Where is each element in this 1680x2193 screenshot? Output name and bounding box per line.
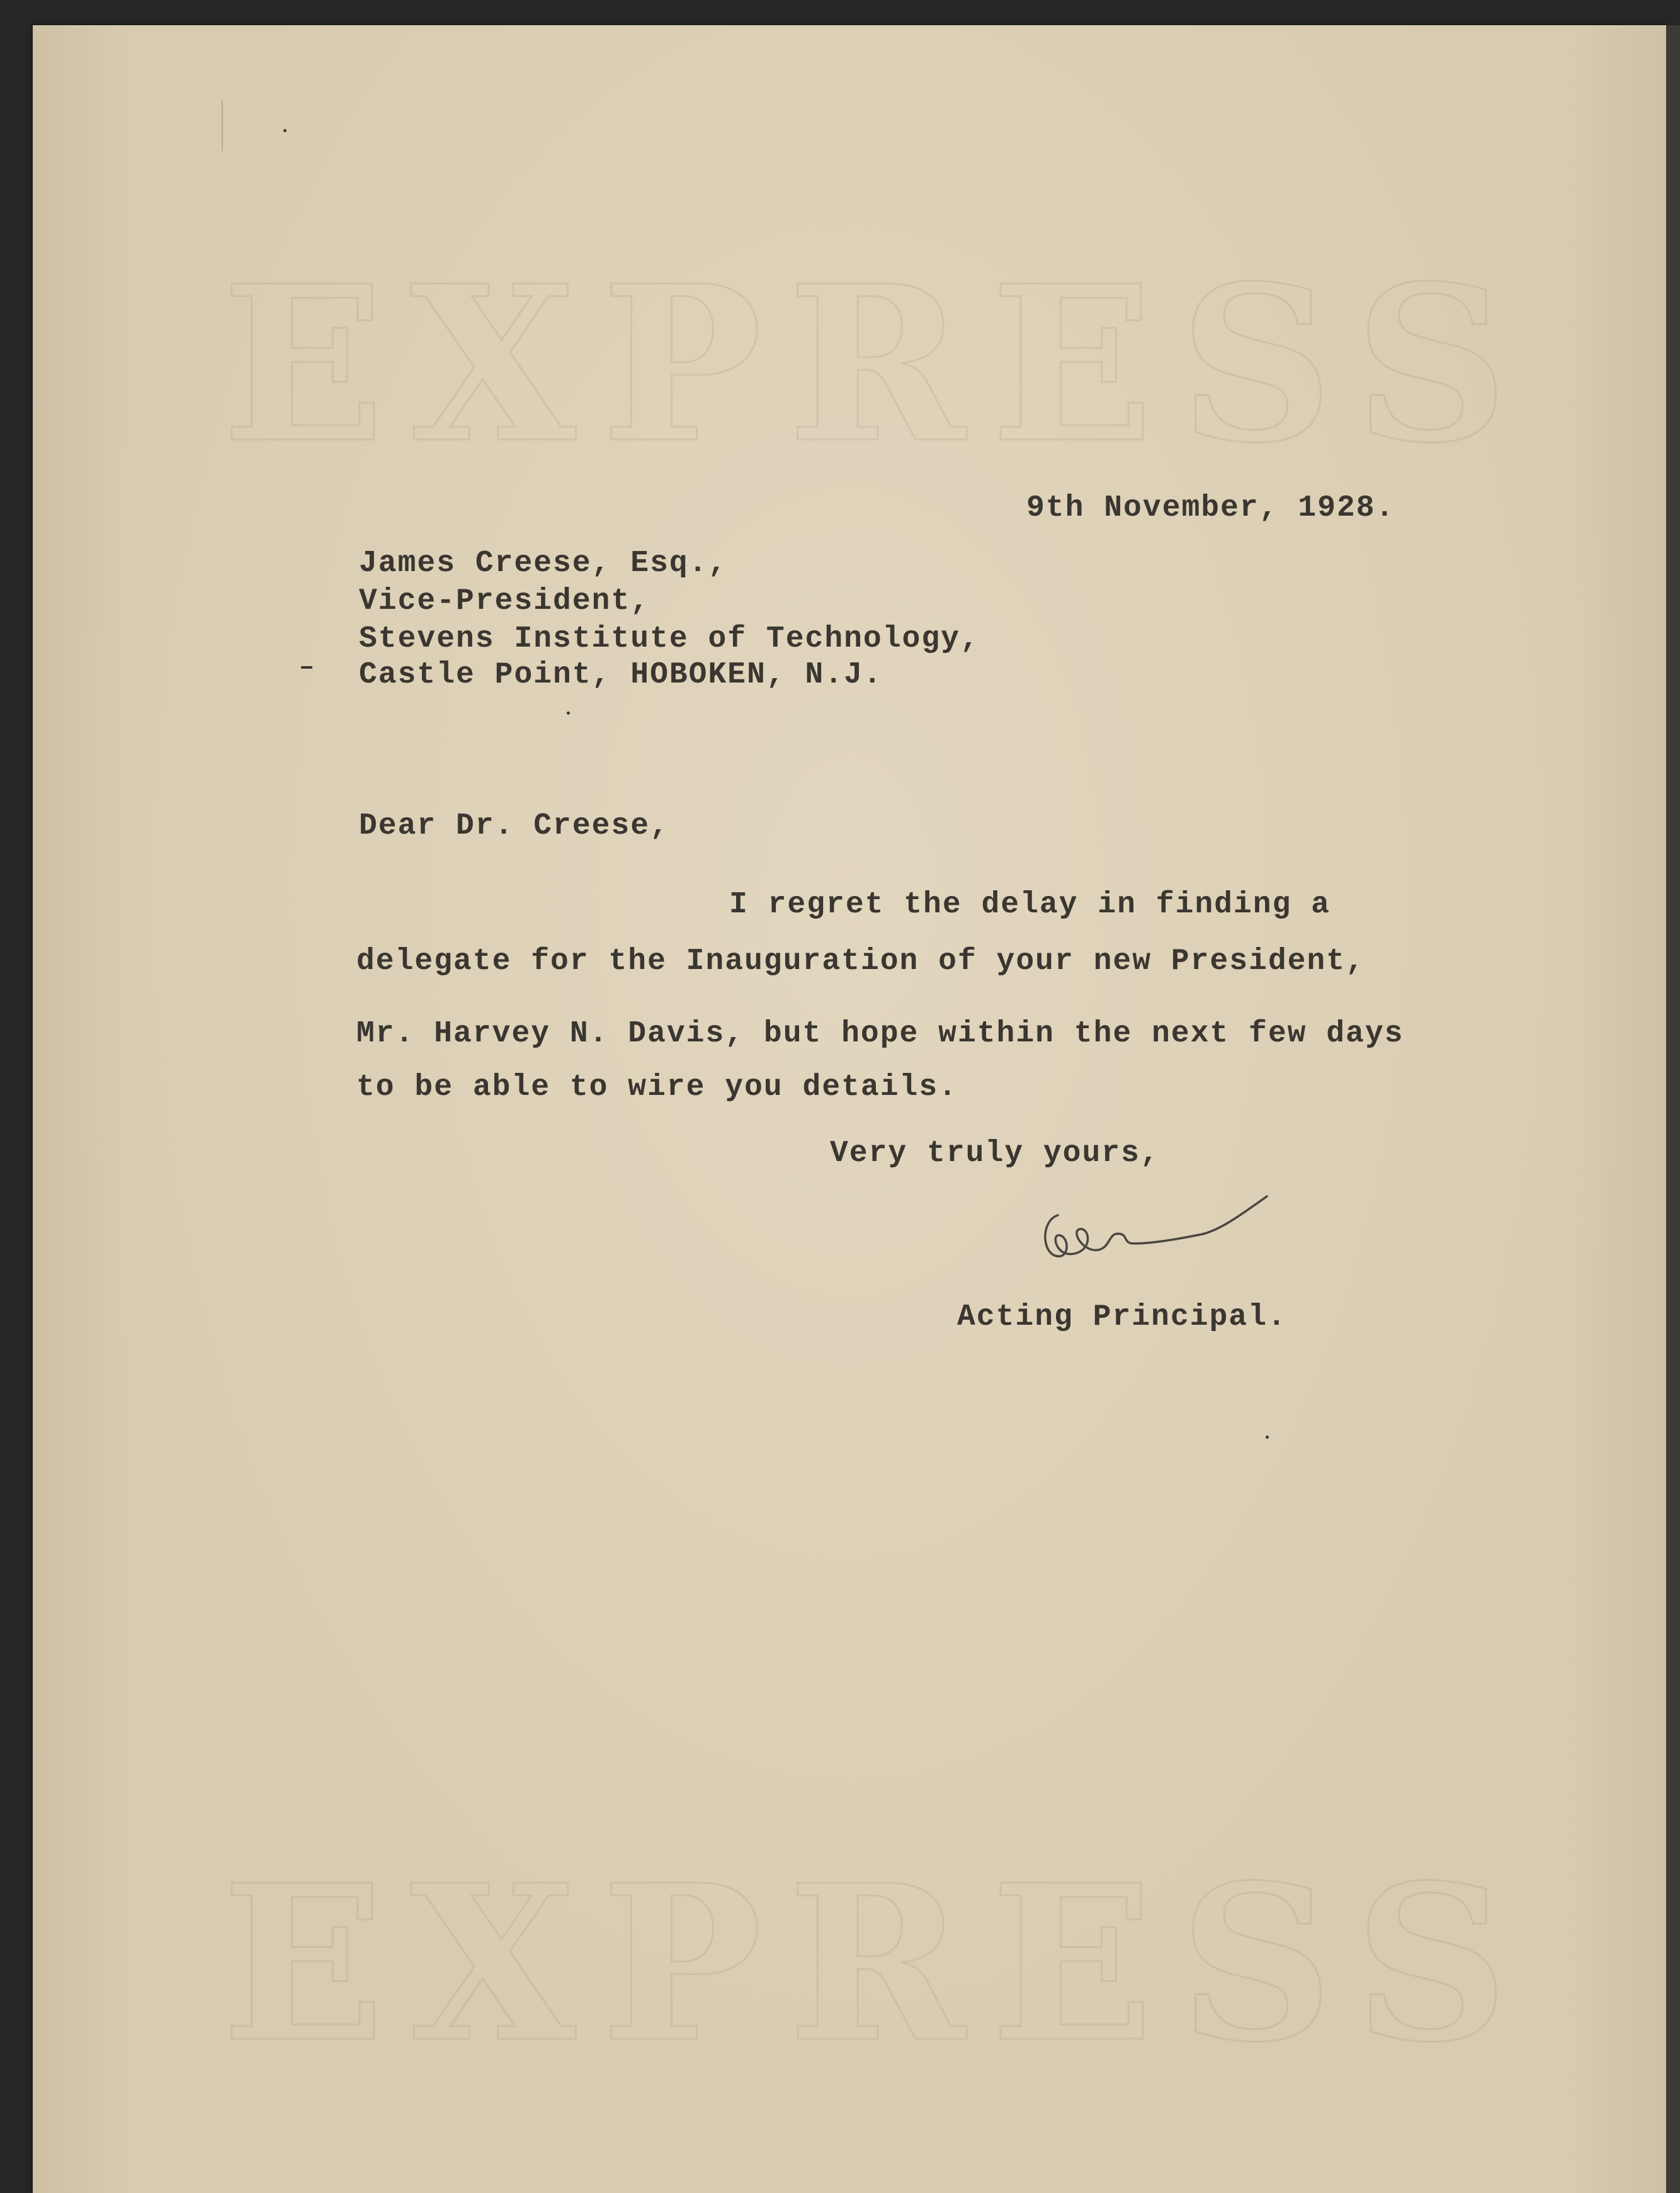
- paper-watermark-bottom: EXPRESS: [222, 1839, 1534, 2090]
- ink-speck: [1266, 1436, 1269, 1439]
- letter-date: 9th November, 1928.: [1026, 491, 1395, 525]
- signatory-title: Acting Principal.: [957, 1300, 1287, 1334]
- complimentary-close: Very truly yours,: [830, 1136, 1160, 1170]
- ink-speck: [567, 711, 570, 715]
- scan-edge: [1666, 25, 1680, 2193]
- handwritten-signature: [1033, 1190, 1278, 1278]
- paper-mark: [222, 101, 223, 151]
- margin-dash-mark: [301, 666, 312, 669]
- recipient-institution: Stevens Institute of Technology,: [359, 622, 980, 656]
- letter-paper: [33, 25, 1666, 2193]
- body-line-1: I regret the delay in finding a: [729, 888, 1331, 922]
- body-line-4: to be able to wire you details.: [356, 1070, 958, 1104]
- recipient-address: Castle Point, HOBOKEN, N.J.: [359, 658, 883, 692]
- salutation: Dear Dr. Creese,: [359, 809, 669, 843]
- recipient-name: James Creese, Esq.,: [359, 547, 728, 581]
- paper-watermark-top: EXPRESS: [222, 239, 1534, 490]
- body-line-2: delegate for the Inauguration of your new President,: [356, 944, 1365, 978]
- ink-speck: [283, 129, 287, 132]
- recipient-title: Vice-President,: [359, 584, 650, 618]
- body-line-3: Mr. Harvey N. Davis, but hope within the next few days: [356, 1017, 1404, 1051]
